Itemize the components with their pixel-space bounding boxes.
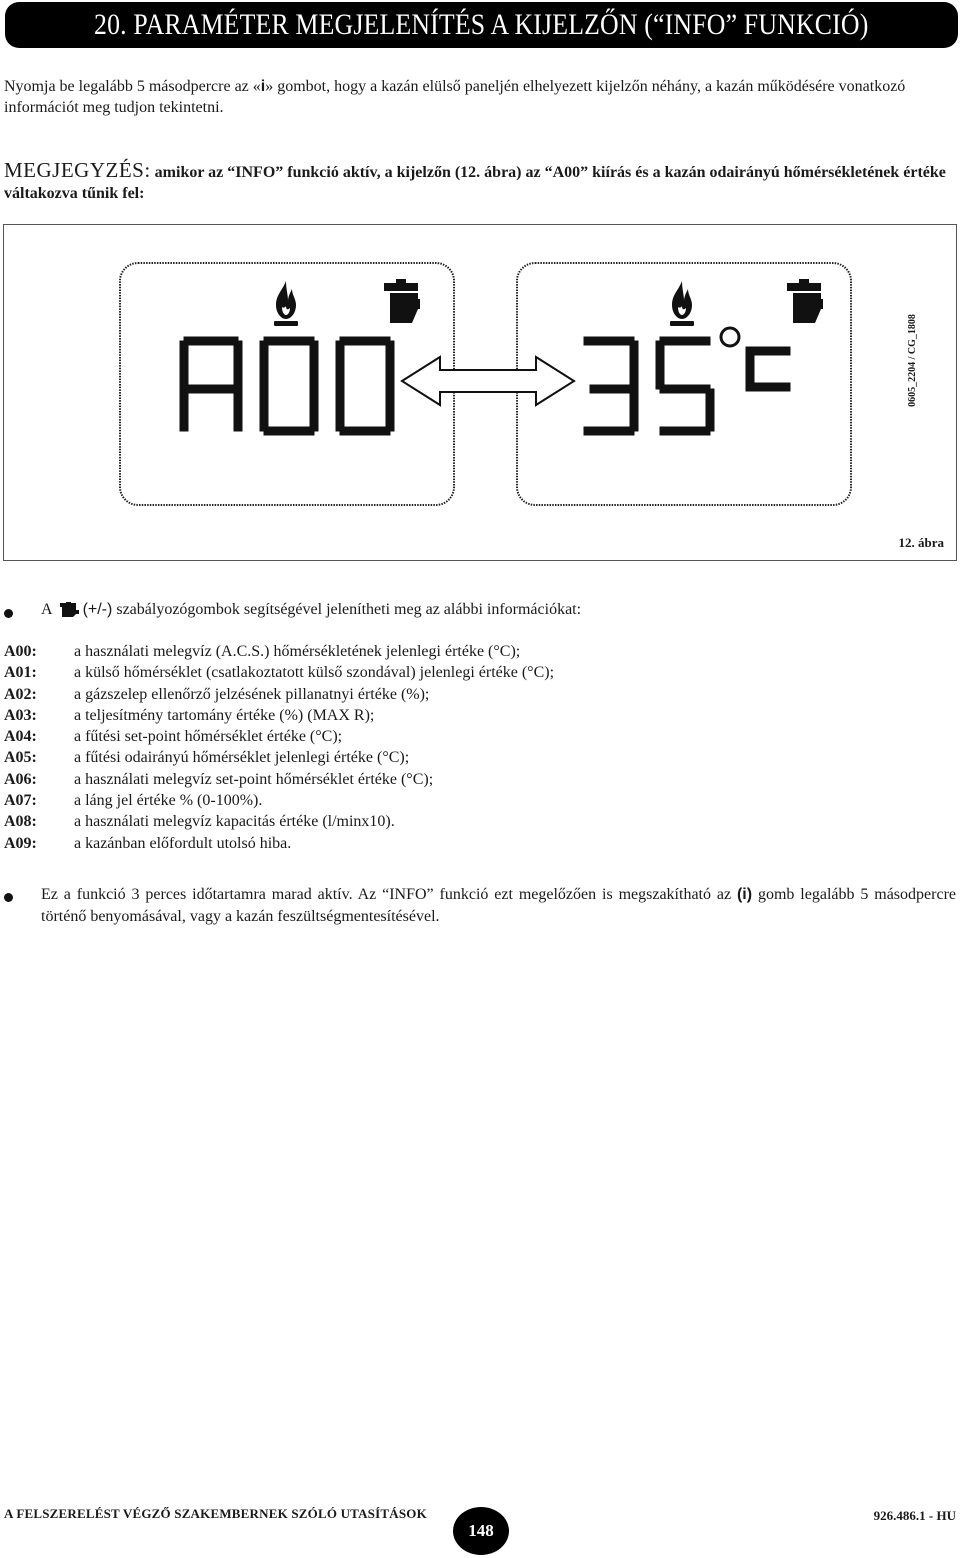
code-label: A00: — [4, 643, 37, 660]
celsius-symbol — [750, 351, 786, 387]
code-label: A03: — [4, 706, 37, 724]
code-description: a gázszelep ellenőrző jelzésének pillanatnyi értéke (%); — [74, 685, 430, 703]
code-row — [4, 726, 554, 747]
intro-paragraph — [4, 76, 956, 118]
duration-bullet — [4, 884, 956, 928]
code-label: A09: — [4, 834, 37, 852]
tap-icon — [787, 279, 823, 323]
code-row — [4, 705, 554, 726]
display-figure — [3, 224, 957, 561]
code-description: a külső hőmérséklet (csatlakoztatott külső szondával) jelenlegi értéke (°C); — [74, 664, 555, 682]
info-code-list — [4, 641, 554, 854]
bullet-dot — [4, 893, 13, 902]
code-description: a fűtési set-point hőmérséklet értéke (°C); — [74, 728, 343, 746]
code-row — [4, 684, 554, 705]
code-row — [4, 790, 554, 811]
note-text: amikor az “INFO” funkció aktív, a kijelzőn (12. ábra) az “A00” kiírás és a kazán odairányú hőmérsékletének értéke váltakozva tűnik fel: — [4, 164, 946, 202]
code-row — [4, 747, 554, 768]
seven-seg-35 — [588, 341, 710, 431]
figure-code: 0605_2204 / CG_1808 — [906, 313, 918, 407]
info-button-glyph: (i) — [736, 886, 753, 903]
code-label: A08: — [4, 813, 37, 831]
code-row — [4, 811, 554, 832]
code-description: a láng jel értéke % (0-100%). — [74, 792, 263, 810]
code-label: A06: — [4, 770, 37, 788]
code-label: A02: — [4, 685, 37, 703]
intro-text-end: » gombot, hogy a kazán elülső paneljén elhelyezett kijelzőn néhány, a kazán működésére vonatkozó információt meg tudjon tekintetni. — [4, 78, 906, 116]
info-button-glyph: i — [260, 78, 266, 95]
controls-bullet — [4, 600, 581, 620]
code-description: a használati melegvíz kapacitás értéke (l/minx10). — [74, 813, 395, 831]
title-bar — [5, 2, 958, 48]
code-description: a fűtési odairányú hőmérséklet jelenlegi értéke (°C); — [74, 749, 410, 767]
note-heading: MEGJEGYZÉS: — [4, 158, 151, 182]
duration-text: Ez a funkció 3 perces időtartamra marad aktív. Az “INFO” funkció ezt megelőzően is megszakítható az (i) gomb legalább 5 másodpercre történő benyomásával, vagy a kazán feszültségmentesítésével. — [41, 886, 956, 925]
bullet-text-start: A — [41, 601, 53, 618]
code-label: A05: — [4, 749, 37, 767]
code-row — [4, 641, 554, 662]
code-row — [4, 662, 554, 683]
flame-icon — [670, 281, 694, 326]
page-title: 20. PARAMÉTER MEGJELENÍTÉS A KIJELZŐN (“INFO” FUNKCIÓ) — [94, 8, 869, 41]
double-arrow-icon — [402, 357, 574, 405]
bullet-dot — [4, 609, 13, 618]
code-row — [4, 833, 554, 854]
footer-left-text: A FELSZERELÉST VÉGZŐ SZAKEMBERNEK SZÓLÓ UTASÍTÁSOK — [4, 1506, 427, 1521]
code-description: a használati melegvíz set-point hőmérséklet értéke (°C); — [74, 770, 434, 788]
intro-text-start: Nyomja be legalább 5 másodpercre az « — [4, 78, 261, 95]
code-label: A07: — [4, 792, 37, 810]
code-description: a használati melegvíz (A.C.S.) hőmérsékletének jelenlegi értéke (°C); — [74, 643, 521, 660]
figure-caption: 12. ábra — [898, 535, 944, 550]
bullet-text-end: szabályozógombok segítségével jelenítheti meg az alábbi információkat: — [116, 601, 582, 618]
document-code: 926.486.1 - HU — [873, 1508, 956, 1523]
code-description: a teljesítmény tartomány értéke (%) (MAX R); — [74, 706, 375, 724]
code-description: a kazánban előfordult utolsó hiba. — [74, 834, 292, 852]
display-illustration — [4, 225, 958, 562]
code-label: A04: — [4, 728, 37, 746]
tap-icon — [384, 279, 420, 323]
flame-icon — [274, 281, 298, 326]
code-label: A01: — [4, 664, 37, 682]
seven-seg-a00 — [184, 341, 390, 431]
page-number: 148 — [453, 1507, 509, 1555]
degree-symbol — [721, 328, 739, 346]
code-row — [4, 769, 554, 790]
tap-icon — [59, 602, 79, 618]
note-paragraph — [4, 160, 958, 204]
plus-minus-label: (+/-) — [82, 601, 113, 618]
